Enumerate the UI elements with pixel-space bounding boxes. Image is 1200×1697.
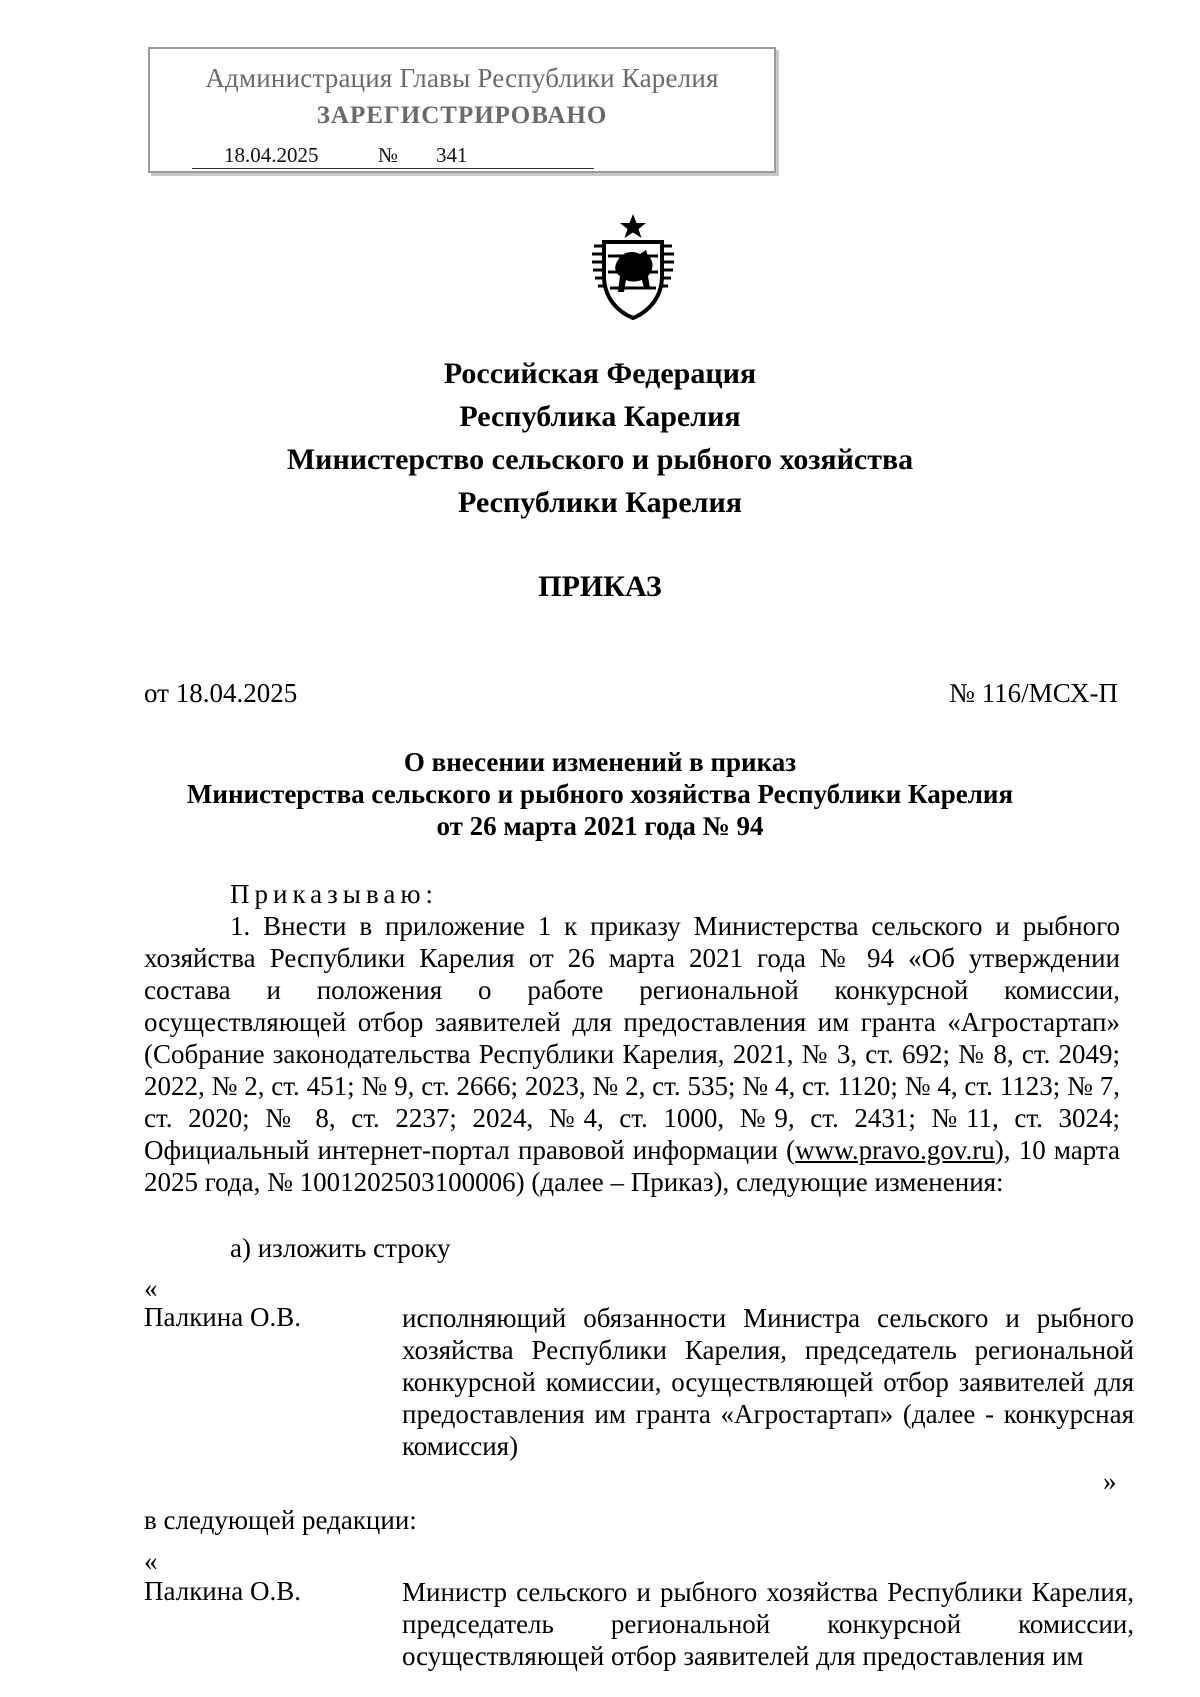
registration-stamp — [148, 47, 776, 173]
subject-line-2: Министерства сельского и рыбного хозяйства Республики Карелия — [186, 779, 1014, 809]
next-redaction-label: в следующей редакции: — [144, 1505, 417, 1535]
header-line-4: Республики Карелия — [458, 486, 742, 519]
stamp-number-sign: № — [378, 143, 408, 169]
document-title: ПРИКАЗ — [538, 570, 662, 603]
order-number: № 116/МСХ-П — [949, 678, 1118, 708]
header-line-2: Республика Карелия — [459, 400, 741, 433]
prikazyvayu-heading: Приказываю: — [230, 879, 438, 909]
stamp-registered: ЗАРЕГИСТРИРОВАНО — [316, 102, 608, 129]
stamp-authority: Администрация Главы Республики Карелия — [205, 63, 719, 93]
row-2-description: Министр сельского и рыбного хозяйства Республики Карелия, председатель региональной конкурсной комиссии, осуществляющей отбор заявителей для предоставления им — [402, 1577, 1134, 1671]
header-line-3: Министерство сельского и рыбного хозяйства — [286, 443, 914, 476]
row-1-name: Палкина О.В. — [144, 1302, 301, 1332]
quote-open-2: « — [144, 1546, 158, 1576]
subject-line-1: О внесении изменений в приказ — [403, 747, 797, 777]
header-line-1: Российская Федерация — [443, 357, 757, 390]
row-1-description: исполняющий обязанности Министра сельского и рыбного хозяйства Республики Карелия, председатель региональной конкурсной комиссии, осуществляющей отбор заявителей для предоставления им гранта «Агростартап» (далее - конкурсная комиссия) — [402, 1303, 1134, 1461]
issuing-authority — [0, 352, 1200, 524]
subject-line-3: от 26 марта 2021 года № 94 — [436, 811, 764, 841]
paragraph-1-text-a: 1. Внести в приложение 1 к приказу Министерства сельского и рыбного хозяйства Республики Карелия от 26 марта 2021 года № 94 «Об утверждении состава и положения о работе региональной конкурсной комиссии, осуществляющей отбор заявителей для предоставления им гранта «Агростартап» (Собрание законодательства Республики Карелия, 2021, № 3, ст. 692; № 8, ст. 2049; 2022, № 2, ст. 451; № 9, ст. 2666; 2023, № 2, ст. 535; № 4, ст. 1120; № 4, ст. 1123; № 7, ст. 2020; № 8, ст. 2237; 2024, №4, ст. 1000, №9, ст. 2431; №11, ст. 3024; Официальный интернет-портал правовой информации ( — [144, 911, 1120, 1165]
order-date: от 18.04.2025 — [144, 678, 298, 708]
quote-open-1: « — [144, 1273, 158, 1303]
paragraph-a: а) изложить строку — [230, 1233, 451, 1263]
karelia-coat-of-arms-icon — [588, 212, 678, 324]
stamp-date: 18.04.2025 — [192, 143, 378, 169]
pravo-gov-link[interactable]: www.pravo.gov.ru — [795, 1135, 995, 1165]
order-subject — [0, 746, 1200, 842]
paragraph-1 — [144, 910, 1120, 1198]
stamp-number: 341 — [408, 143, 594, 169]
quote-close-1: » — [1103, 1466, 1117, 1496]
paragraph-1-text-b: ), 10 марта 2025 года, № 1001202503100006) (далее – Приказ), следующие изменения: — [144, 1135, 1120, 1197]
row-2-name: Палкина О.В. — [144, 1576, 301, 1606]
